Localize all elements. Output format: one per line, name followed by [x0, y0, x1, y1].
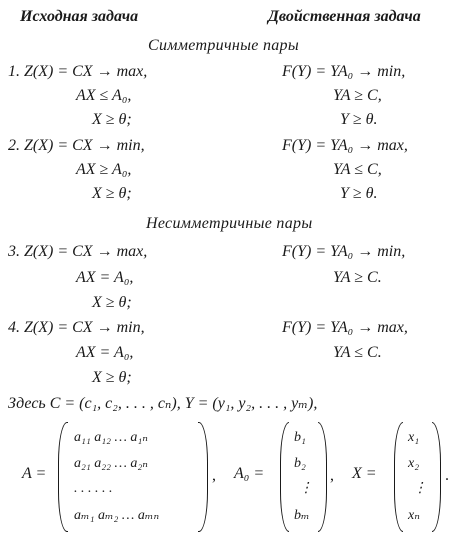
vector-a0-label: A₀ =	[234, 465, 265, 482]
matrix-a-label: A =	[22, 465, 47, 482]
matrix-a-row-1: a₁₁ a₁₂ … a₁ₙ	[74, 430, 148, 445]
vector-a0-row-4: bₘ	[294, 508, 310, 523]
vector-x-label: X =	[352, 465, 377, 482]
pair3-dual-constraint: YA ≥ C.	[333, 269, 382, 286]
vector-a0-row-2: b₂	[294, 456, 306, 471]
vector-x-row-4: xₙ	[408, 508, 420, 523]
matrix-a-row-4: aₘ₁ aₘ₂ … aₘₙ	[74, 508, 160, 523]
pair1-dual-objective: F(Y) = YA₀ → min,	[282, 63, 406, 80]
section-title-symmetric: Симметричные пары	[148, 37, 299, 54]
pair1-primal-constraint: AX ≤ A₀,	[76, 87, 132, 104]
header-original-problem: Исходная задача	[20, 8, 139, 25]
pair3-dual-objective: F(Y) = YA₀ → min,	[282, 243, 406, 260]
pair1-dual-constraint: YA ≥ C,	[333, 87, 382, 104]
pair1-primal-nonneg: X ≥ θ;	[92, 111, 132, 128]
matrix-a-right-paren	[198, 422, 208, 532]
pair3-primal-objective: 3. Z(X) = CX → max,	[8, 243, 148, 260]
header-dual-problem: Двойственная задача	[268, 8, 421, 25]
definitions-line: Здесь C = (c₁, c₂, . . . , cₙ), Y = (y₁, y₂, . . . , yₘ),	[8, 395, 318, 412]
section-title-asymmetric: Несимметричные пары	[146, 215, 313, 232]
pair4-primal-objective: 4. Z(X) = CX → min,	[8, 319, 145, 336]
vector-a0-left-paren	[280, 422, 289, 532]
pair4-primal-constraint: AX = A₀,	[76, 344, 134, 361]
vector-x-row-1: x₁	[408, 430, 420, 445]
vector-x-right-paren	[432, 422, 441, 532]
pair4-primal-nonneg: X ≥ θ;	[92, 369, 132, 386]
matrix-a-row-2: a₂₁ a₂₂ … a₂ₙ	[74, 456, 148, 471]
vector-a0-comma: ,	[330, 467, 334, 484]
vector-a0-right-paren	[318, 422, 327, 532]
vector-x-row-2: x₂	[408, 456, 420, 471]
pair1-dual-nonneg: Y ≥ θ.	[340, 111, 378, 128]
vector-x-left-paren	[394, 422, 403, 532]
vector-x-row-3: ⋮	[413, 481, 427, 496]
pair3-primal-constraint: AX = A₀,	[76, 269, 134, 286]
pair2-dual-objective: F(Y) = YA₀ → max,	[282, 137, 408, 154]
pair1-primal-objective: 1. Z(X) = CX → max,	[8, 63, 148, 80]
vector-x-period: .	[445, 467, 449, 484]
vector-a0-row-1: b₁	[294, 430, 306, 445]
pair4-dual-objective: F(Y) = YA₀ → max,	[282, 319, 408, 336]
pair2-dual-nonneg: Y ≥ θ.	[340, 185, 378, 202]
vector-a0-row-3: ⋮	[299, 481, 313, 496]
matrix-a-comma: ,	[212, 467, 216, 484]
pair2-primal-nonneg: X ≥ θ;	[92, 185, 132, 202]
pair3-primal-nonneg: X ≥ θ;	[92, 294, 132, 311]
pair2-primal-objective: 2. Z(X) = CX → min,	[8, 137, 145, 154]
pair4-dual-constraint: YA ≤ C.	[333, 344, 382, 361]
matrix-a-left-paren	[58, 422, 68, 532]
pair2-dual-constraint: YA ≤ C,	[333, 161, 382, 178]
pair2-primal-constraint: AX ≥ A₀,	[76, 161, 132, 178]
matrix-a-row-3: . . . . . .	[74, 481, 113, 496]
